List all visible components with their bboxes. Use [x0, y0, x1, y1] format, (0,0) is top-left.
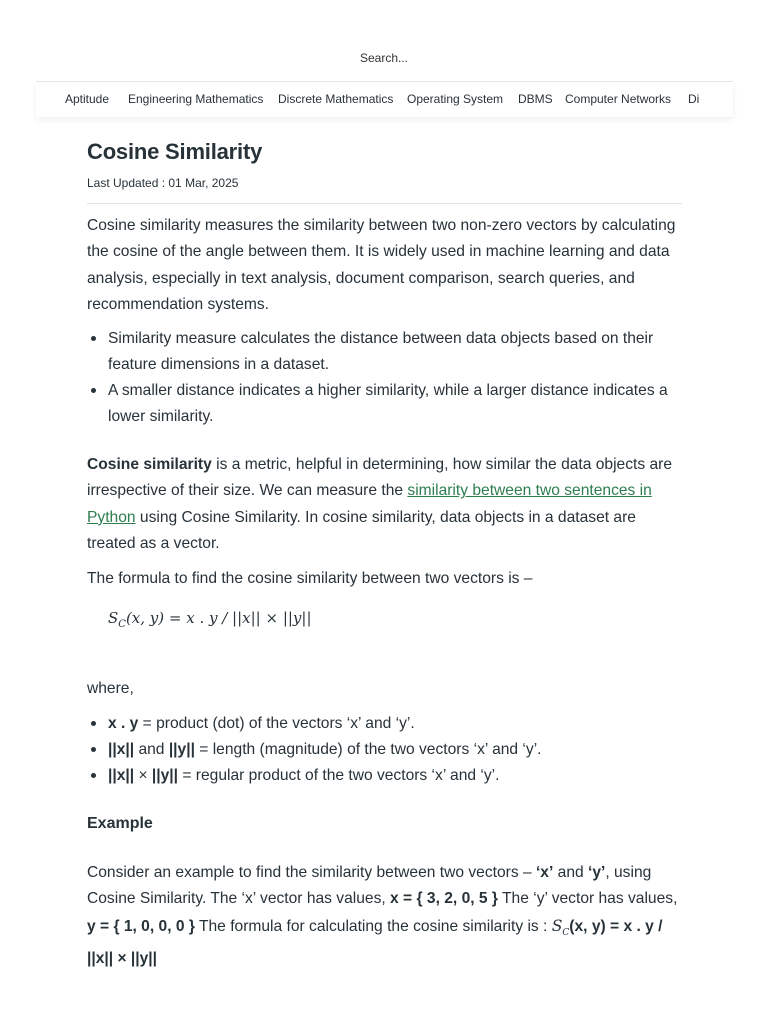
bold-term: y = { 1, 0, 0, 0 }: [87, 917, 195, 935]
page-title: Cosine Similarity: [87, 139, 263, 164]
nav-item-operating-system[interactable]: Operating System: [407, 92, 504, 106]
bold-term: ||y||: [151, 766, 179, 784]
text: ×: [134, 766, 152, 784]
nav-item-more[interactable]: Di: [688, 92, 700, 106]
nav-item-engineering-mathematics[interactable]: Engineering Mathematics: [128, 92, 264, 106]
intro-paragraph: Cosine similarity measures the similarity between two non-zero vectors by calculating the cosine of the angle between them. It is widely used in machine learning and data analysis, especially in text analysis, document comparison, search queries, and recommendation systems.: [87, 217, 676, 313]
text: and: [134, 740, 169, 758]
formula-subscript: C: [562, 927, 570, 938]
bold-term: (x, y) = x . y / ||x|| × ||y||: [87, 917, 663, 967]
similarity-list: [87, 326, 682, 430]
nav-item-aptitude[interactable]: Aptitude: [65, 92, 110, 106]
list-item: Similarity measure calculates the distance between data objects based on their feature dimensions in a dataset.: [87, 326, 682, 378]
bold-term: Cosine similarity: [87, 456, 212, 474]
formula-s: S: [108, 608, 119, 627]
nav-item-computer-networks[interactable]: Computer Networks: [565, 92, 672, 106]
search-bar[interactable]: [0, 44, 768, 72]
similarity-python-link[interactable]: similarity between two sentences in Python: [87, 482, 652, 526]
text: The formula for calculating the cosine similarity is :: [194, 917, 552, 935]
formula-intro: The formula to find the cosine similarity between two vectors is –: [87, 570, 533, 588]
formula-s-letter: S: [551, 916, 563, 935]
bold-term: ||y||: [168, 740, 195, 758]
text: is a metric, helpful in determining, how similar the data objects are irrespective of their size. We can measure the: [87, 456, 673, 500]
list-item: A smaller distance indicates a higher similarity, while a larger distance indicates a lower similarity.: [87, 378, 682, 430]
formula-body: (x, y) = x . y / ||x|| × ||y||: [125, 608, 312, 627]
example-paragraph: [87, 860, 682, 972]
text: The ‘y’ vector has values,: [497, 890, 678, 908]
list-item: [87, 711, 682, 737]
bold-term: ||x||: [108, 766, 135, 784]
divider: [87, 203, 682, 204]
text: Consider an example to find the similarity between two vectors –: [87, 863, 536, 881]
where-label: where,: [87, 679, 134, 697]
formula-subscript: C: [118, 618, 126, 630]
example-heading: Example: [87, 814, 153, 832]
last-updated: Last Updated : 01 Mar, 2025: [87, 176, 239, 190]
bold-term: x . y: [108, 714, 139, 732]
nav-item-dbms[interactable]: DBMS: [518, 92, 553, 106]
cosine-formula: [108, 609, 682, 631]
text: = length (magnitude) of the two vectors ‘x’ and ‘y’.: [194, 740, 542, 758]
bold-term: ‘y’: [588, 863, 606, 881]
list-item: [87, 763, 682, 789]
topic-navbar: [36, 81, 733, 117]
definition-paragraph: [87, 452, 682, 557]
article: [87, 136, 682, 972]
bold-term: x = { 3, 2, 0, 5 }: [390, 890, 498, 908]
text: and: [553, 863, 588, 881]
where-list: [87, 711, 682, 789]
search-input[interactable]: Search...: [359, 51, 409, 65]
text: using Cosine Similarity. In cosine similarity, data objects in a dataset are treated as a vector.: [87, 508, 636, 553]
list-item: [87, 737, 682, 763]
text: = regular product of the two vectors ‘x’ and ‘y’.: [178, 766, 500, 784]
text: = product (dot) of the vectors ‘x’ and ‘y’.: [138, 714, 415, 732]
bold-term: ||x||: [108, 740, 135, 758]
text: , using Cosine Similarity. The ‘x’ vector has values,: [87, 863, 652, 908]
nav-item-discrete-mathematics[interactable]: Discrete Mathematics: [278, 92, 394, 106]
formula-s: [551, 916, 570, 938]
bold-term: ‘x’: [535, 863, 554, 881]
